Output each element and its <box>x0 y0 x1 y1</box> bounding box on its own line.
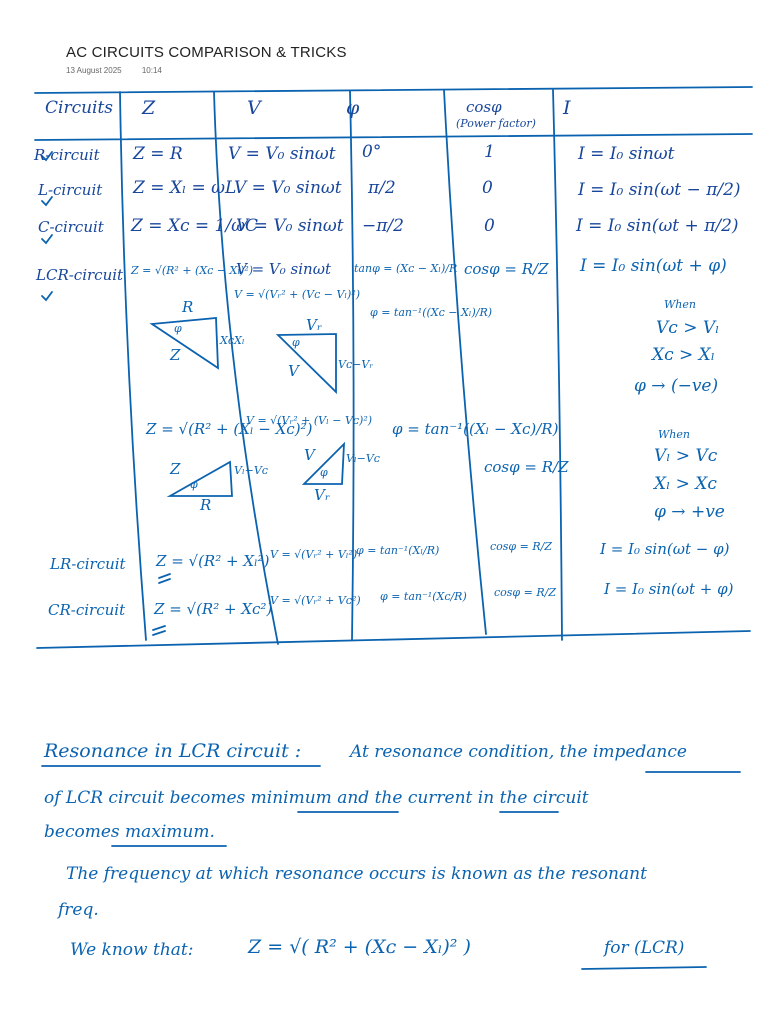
row-l-z: Z = Xₗ = ωL <box>133 178 237 198</box>
col-header-phi: φ <box>346 97 360 119</box>
tri4-v: V <box>304 446 315 464</box>
lcr-tan: tanφ = (Xᴄ − Xₗ)/R <box>354 262 458 275</box>
tri1-x: XᴄXₗ <box>220 334 245 347</box>
row-lr-v: V = √(Vᵣ² + Vₗ²) <box>270 548 358 561</box>
tri3-side: Vₗ−Vᴄ <box>234 464 268 477</box>
tri3-phi: φ <box>190 478 198 491</box>
tri1-phi: φ <box>174 322 182 335</box>
lcr-z2: Z = √(R² + (Xₗ − Xᴄ)²) <box>146 420 313 438</box>
col-header-circuits: Circuits <box>45 98 114 118</box>
notes-line4: The frequency at which resonance occurs is known as the resonant <box>66 864 647 884</box>
notes-line6-formula: Z = √( R² + (Xᴄ − Xₗ)² ) <box>248 936 471 958</box>
row-r-z: Z = R <box>133 144 183 164</box>
lcr-phi2: φ = tan⁻¹((Xₗ − Xᴄ)/R) <box>392 420 559 438</box>
lcr-i1: I = I₀ sin(ωt + φ) <box>580 256 727 276</box>
tri1-z: Z <box>170 346 181 364</box>
tri3-z: Z <box>170 460 181 478</box>
tri2-phi: φ <box>292 336 300 349</box>
when1-x: Xᴄ > Xₗ <box>652 345 715 365</box>
tri3-r: R <box>200 496 212 514</box>
row-l-phi: π/2 <box>368 178 396 198</box>
row-c-z: Z = Xᴄ = 1/ωC <box>131 216 258 236</box>
tri1-r: R <box>182 298 194 316</box>
notes-line1: At resonance condition, the impedance <box>350 742 687 762</box>
when2-label: When <box>658 428 690 441</box>
row-l-i: I = I₀ sin(ωt − π/2) <box>578 180 741 200</box>
when1-v: Vᴄ > Vₗ <box>656 318 720 338</box>
tri4-phi: φ <box>320 466 328 479</box>
col-header-v: V <box>247 97 261 119</box>
when2-x: Xₗ > Xᴄ <box>654 474 717 494</box>
row-cr-i: I = I₀ sin(ωt + φ) <box>604 580 734 598</box>
row-lr-i: I = I₀ sin(ωt − φ) <box>600 540 730 558</box>
tri2-hyp: V <box>288 362 299 380</box>
row-lr-circuit: LR-circuit <box>50 555 126 573</box>
row-cr-phi: φ = tan⁻¹(Xᴄ/R) <box>380 590 467 603</box>
tri4-side: Vₗ−Vᴄ <box>346 452 380 465</box>
notes-line2: of LCR circuit becomes minimum and the current in the circuit <box>44 788 589 808</box>
row-c-i: I = I₀ sin(ωt + π/2) <box>576 216 739 236</box>
notes-line6-lead: We know that: <box>70 940 194 960</box>
row-lcr-circuit: LCR-circuit <box>36 266 124 284</box>
page-title: AC CIRCUITS COMPARISON & TRICKS <box>66 44 347 61</box>
row-c-circuit: C-circuit <box>38 218 104 236</box>
notes-line5: freq. <box>58 900 99 920</box>
row-r-circuit: R-circuit <box>34 146 100 164</box>
lcr-z1: Z = √(R² + (Xᴄ − Xₗ)²) <box>131 264 254 277</box>
row-r-cos: 1 <box>484 142 495 162</box>
row-cr-circuit: CR-circuit <box>48 601 126 619</box>
row-l-v: V = V₀ sinωt <box>234 178 342 198</box>
row-lr-cos: cosφ = R/Z <box>490 540 552 553</box>
row-c-cos: 0 <box>484 216 495 236</box>
row-r-v: V = V₀ sinωt <box>228 144 336 164</box>
tri2-top: Vᵣ <box>306 316 323 334</box>
row-l-circuit: L-circuit <box>38 181 103 199</box>
page-date: 13 August 2025 <box>66 66 122 75</box>
tri4-bottom: Vᵣ <box>314 486 331 504</box>
row-cr-z: Z = √(R² + Xᴄ²) <box>154 600 273 618</box>
lcr-v1: V = V₀ sinωt <box>236 260 331 278</box>
lcr-cos1: cosφ = R/Z <box>464 260 549 278</box>
notes-heading: Resonance in LCR circuit : <box>44 740 302 762</box>
notes-line6-for: for (LCR) <box>604 938 685 958</box>
col-header-power-factor: (Power factor) <box>456 117 536 130</box>
row-lr-z: Z = √(R² + Xₗ²) <box>156 552 270 570</box>
row-c-phi: −π/2 <box>362 216 404 236</box>
row-cr-v: V = √(Vᵣ² + Vᴄ²) <box>270 594 361 607</box>
col-header-i: I <box>563 97 571 119</box>
page-time: 10:14 <box>141 66 162 75</box>
col-header-cosphi: cosφ <box>466 98 502 116</box>
row-cr-cos: cosφ = R/Z <box>494 586 556 599</box>
lcr-cos2: cosφ = R/Z <box>484 458 569 476</box>
tri2-side: Vᴄ−Vᵣ <box>338 358 374 371</box>
when2-v: Vₗ > Vᴄ <box>654 446 718 466</box>
row-r-phi: 0° <box>362 142 382 162</box>
lcr-v3: V = √(Vᵣ² + (Vₗ − Vᴄ)²) <box>246 414 373 427</box>
lcr-phi1: φ = tan⁻¹((Xᴄ − Xₗ)/R) <box>370 306 493 319</box>
when1-phi: φ → (−ve) <box>634 376 719 396</box>
row-c-v: V = V₀ sinωt <box>236 216 344 236</box>
row-lr-phi: φ = tan⁻¹(Xₗ/R) <box>356 544 440 557</box>
when2-phi: φ → +ve <box>654 502 725 522</box>
notes-line3: becomes maximum. <box>44 822 215 842</box>
when1-label: When <box>664 298 696 311</box>
row-r-i: I = I₀ sinωt <box>578 144 675 164</box>
lcr-v2: V = √(Vᵣ² + (Vᴄ − Vₗ)²) <box>234 288 361 301</box>
col-header-z: Z <box>142 97 156 119</box>
row-l-cos: 0 <box>482 178 493 198</box>
